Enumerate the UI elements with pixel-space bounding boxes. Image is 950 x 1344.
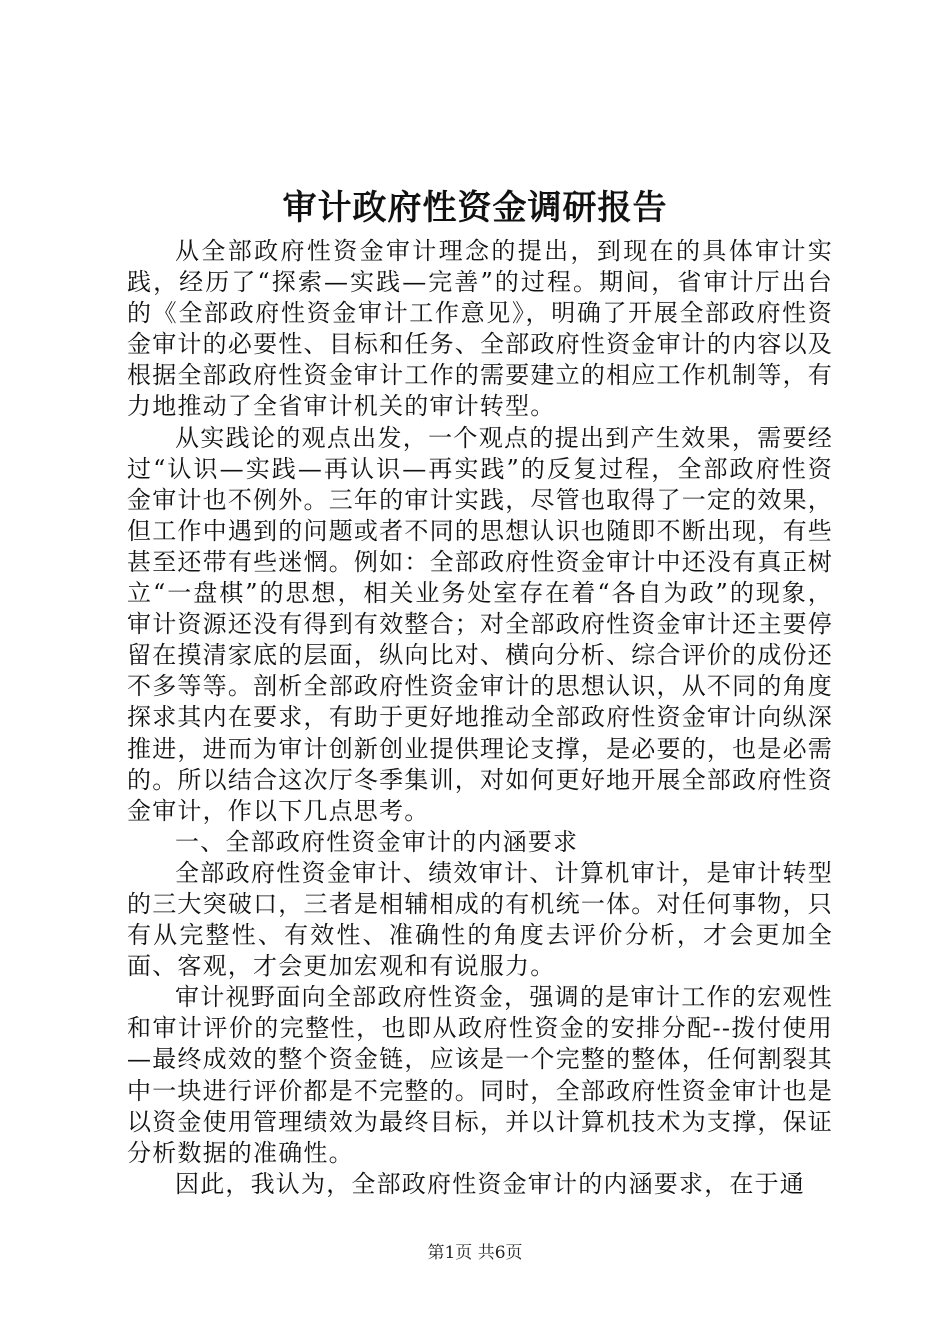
document-title: 审计政府性资金调研报告 [282, 188, 668, 228]
paragraph-intro: 从全部政府性资金审计理念的提出，到现在的具体审计实践，经历了“探索—实践—完善”的过程。期间，省审计厅出台的《全部政府性资金审计工作意见》，明确了开展全部政府性资金审计的必要性、目标和任务、全部政府性资金审计的内容以及根据全部政府性资金审计工作的需要建立的相应工作机制等，有力地推动了全省审计机关的审计转型。 [127, 237, 833, 421]
page-number: 第1页 共6页 [427, 1243, 523, 1263]
paragraph-audit-vision: 审计视野面向全部政府性资金，强调的是审计工作的宏观性和审计评价的完整性，也即从政府性资金的安排分配--拨付使用—最终成效的整个资金链，应该是一个完整的整体，任何割裂其中一块进行评价都是不完整的。同时，全部政府性资金审计也是以资金使用管理绩效为最终目标，并以计算机技术为支撑，保证分析数据的准确性。 [127, 983, 833, 1167]
section-heading-1: 一、全部政府性资金审计的内涵要求 [175, 827, 579, 856]
document-body [127, 236, 833, 1200]
paragraph-conclusion: 因此，我认为，全部政府性资金审计的内涵要求，在于通 [175, 1169, 805, 1198]
paragraph-breakthroughs: 全部政府性资金审计、绩效审计、计算机审计，是审计转型的三大突破口，三者是相辅相成的有机统一体。对任何事物，只有从完整性、有效性、准确性的角度去评价分析，才会更加全面、客观，才会更加宏观和有说服力。 [127, 858, 833, 981]
paragraph-practice: 从实践论的观点出发，一个观点的提出到产生效果，需要经过“认识—实践—再认识—再实践”的反复过程，全部政府性资金审计也不例外。三年的审计实践，尽管也取得了一定的效果，但工作中遇到的问题或者不同的思想认识也随即不断出现，有些甚至还带有些迷惘。例如：全部政府性资金审计中还没有真正树立“一盘棋”的思想，相关业务处室存在着“各自为政”的现象，审计资源还没有得到有效整合；对全部政府性资金审计还主要停留在摸清家底的层面，纵向比对、横向分析、综合评价的成份还不多等等。剖析全部政府性资金审计的思想认识，从不同的角度探求其内在要求，有助于更好地推动全部政府性资金审计向纵深推进，进而为审计创新创业提供理论支撑，是必要的，也是必需的。所以结合这次厅冬季集训，对如何更好地开展全部政府性资金审计，作以下几点思考。 [127, 423, 833, 825]
